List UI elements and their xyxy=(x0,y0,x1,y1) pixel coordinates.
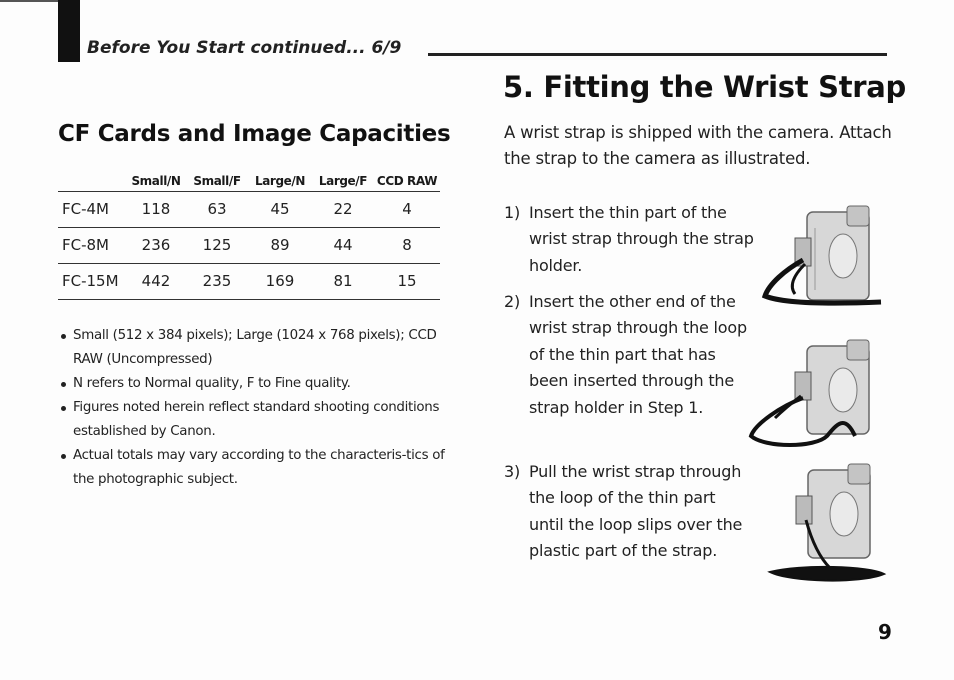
step1-camera-strap-illustration xyxy=(755,198,890,323)
table-cell: FC-8M xyxy=(58,227,126,263)
table-cell: 235 xyxy=(186,263,248,299)
step-number: 1) xyxy=(504,203,521,222)
notes-list xyxy=(60,324,450,492)
page-title: 5. Fitting the Wrist Strap xyxy=(503,70,907,104)
step-text: Insert the other end of the wrist strap through the loop of the thin part that has been inserted through the strap holder in Step 1. xyxy=(529,292,747,417)
header-top-line xyxy=(0,0,58,2)
step-item xyxy=(504,459,754,565)
note-item: Figures noted herein reflect standard shooting conditions established by Canon. xyxy=(60,396,450,444)
header-rule xyxy=(428,53,887,56)
table-header-cell: Small/N xyxy=(126,166,186,191)
table-cell: 442 xyxy=(126,263,186,299)
table-cell: 81 xyxy=(312,263,374,299)
table-header-cell: Small/F xyxy=(186,166,248,191)
table-cell: 169 xyxy=(248,263,312,299)
capacity-table xyxy=(58,166,440,300)
table-cell: 15 xyxy=(374,263,440,299)
table-cell: 44 xyxy=(312,227,374,263)
header-accent-bar xyxy=(58,0,80,62)
table-header-row xyxy=(58,166,440,191)
table-cell: 125 xyxy=(186,227,248,263)
running-header: Before You Start continued... 6/9 xyxy=(87,38,402,58)
table-header-cell xyxy=(58,166,126,191)
table-cell: 45 xyxy=(248,191,312,227)
table-header-cell: Large/N xyxy=(248,166,312,191)
table-cell: 236 xyxy=(126,227,186,263)
table-row xyxy=(58,191,440,227)
table-cell: 118 xyxy=(126,191,186,227)
table-header-cell: CCD RAW xyxy=(374,166,440,191)
table-row xyxy=(58,227,440,263)
table-cell: 89 xyxy=(248,227,312,263)
table-cell: 63 xyxy=(186,191,248,227)
page-number: 9 xyxy=(878,620,892,644)
table-header-cell: Large/F xyxy=(312,166,374,191)
section-title: CF Cards and Image Capacities xyxy=(58,121,451,147)
step-number: 2) xyxy=(504,292,521,311)
note-item: N refers to Normal quality, F to Fine quality. xyxy=(60,372,450,396)
step2-camera-strap-illustration xyxy=(745,336,890,456)
step-number: 3) xyxy=(504,462,521,481)
table-cell: FC-15M xyxy=(58,263,126,299)
step-text: Insert the thin part of the wrist strap through the strap holder. xyxy=(529,203,754,275)
table-cell: 4 xyxy=(374,191,440,227)
note-item: Small (512 x 384 pixels); Large (1024 x 768 pixels); CCD RAW (Uncompressed) xyxy=(60,324,450,372)
intro-text: A wrist strap is shipped with the camera. Attach the strap to the camera as illustrated. xyxy=(504,123,892,168)
table-row xyxy=(58,263,440,299)
step-item xyxy=(504,200,754,279)
table-cell: FC-4M xyxy=(58,191,126,227)
step-text: Pull the wrist strap through the loop of the thin part until the loop slips over the plastic part of the strap. xyxy=(529,462,743,561)
table-cell: 22 xyxy=(312,191,374,227)
step-item xyxy=(504,289,754,421)
note-item: Actual totals may vary according to the characteris-tics of the photographic subject. xyxy=(60,444,450,492)
step3-camera-strap-illustration xyxy=(760,462,890,592)
table-cell: 8 xyxy=(374,227,440,263)
